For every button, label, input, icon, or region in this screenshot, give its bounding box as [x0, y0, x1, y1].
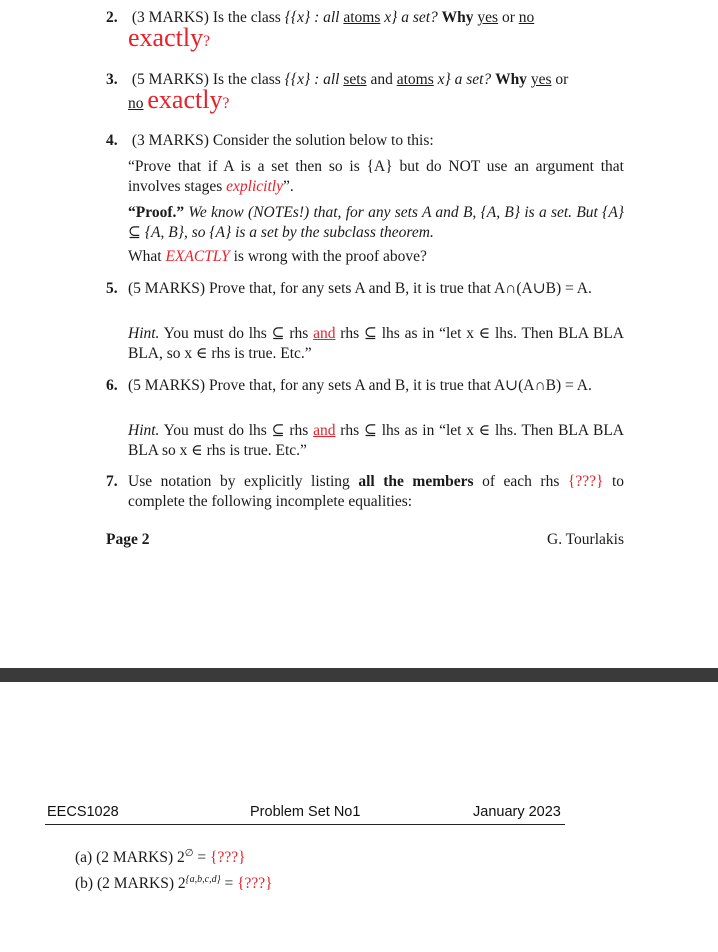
question-4-what: What EXACTLY is wrong with the proof above? [128, 248, 427, 265]
question-number: 3. [106, 71, 118, 88]
header-date: January 2023 [473, 804, 561, 820]
question-4-quote: “Prove that if A is a set then so is {A} but do NOT use an argument that involves stages explicitly”. [128, 158, 624, 195]
question-2: 2. (3 MARKS) Is the class {{x} : all atoms x} a set? Why yes or no [106, 9, 535, 26]
question-5-hint: Hint. You must do lhs ⊆ rhs and rhs ⊆ lhs as in “let x ∈ lhs. Then BLA BLA BLA, so x ∈ rhs is true. Etc.” [128, 325, 624, 362]
question-4-proof: “Proof.” We know (NOTEs!) that, for any sets A and B, {A, B} is a set. But {A} ⊆ {A, B}, so {A} is a set by the subclass theorem. [128, 204, 624, 241]
question-number: 6. [106, 377, 118, 394]
question-3-cont: no exactly? [128, 85, 230, 114]
question-number: 4. [106, 132, 118, 149]
page-number: Page 2 [106, 531, 150, 548]
question-3: 3. (5 MARKS) Is the class {{x} : all sets and atoms x} a set? Why yes or [106, 71, 569, 88]
page-divider [0, 668, 718, 682]
question-5-text: (5 MARKS) Prove that, for any sets A and B, it is true that A∩(A∪B) = A. [128, 280, 592, 297]
course-code: EECS1028 [47, 804, 119, 820]
link-atoms: atoms [343, 9, 381, 26]
emphasis-exactly: exactly [128, 23, 204, 52]
emphasis-exactly: exactly [147, 85, 223, 114]
part-a: (a) (2 MARKS) 2∅ = {???} [75, 848, 246, 867]
question-2-cont: exactly? [128, 23, 210, 52]
question-number: 5. [106, 280, 118, 297]
question-number: 7. [106, 473, 118, 490]
question-7-text: Use notation by explicitly listing all the members of each rhs {???} to complete the following incomplete equalities: [128, 473, 625, 510]
header-rule [45, 824, 565, 825]
question-4: 4. (3 MARKS) Consider the solution below to this: [106, 132, 434, 149]
part-b: (b) (2 MARKS) $2^{\{a,b,c,d\}}$ = {???} [75, 874, 273, 893]
question-number: 2. [106, 9, 118, 26]
problem-set-title: Problem Set No1 [250, 804, 361, 820]
question-6-text: (5 MARKS) Prove that, for any sets A and B, it is true that A∪(A∩B) = A. [128, 377, 592, 394]
question-6-hint: Hint. You must do lhs ⊆ rhs and rhs ⊆ lhs as in “let x ∈ lhs. Then BLA BLA BLA so x ∈ rhs is true. Etc.” [128, 422, 624, 459]
author: G. Tourlakis [547, 531, 624, 548]
